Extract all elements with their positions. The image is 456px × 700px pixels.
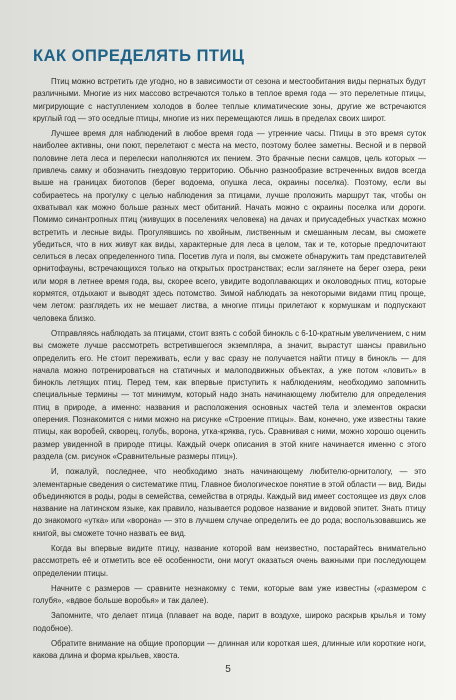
- paragraph: Обратите внимание на общие пропорции — длинная или короткая шея, длинные или короткие ноги, какова длина и форма крыльев, хвоста.: [33, 639, 426, 661]
- paragraph: Отправляясь наблюдать за птицами, стоит взять с собой бинокль с 6-10-кратным увеличением, с ним вы сможете лучше рассмотреть встретившегося экземпляра, а значит, вырастут шансы правильно определить его. Не стоит переживать, если у вас сразу не получается найти птицу в бинокль — для начала можно потренироваться на статичных и малоподвижных объектах, а уже потом «ловить» в бинокль летящих птиц. Перед тем, как впервые приступить к наблюдениям, необходимо запомнить специальные термины — тот минимум, который надо знать начинающему любителю для определения птиц в природе, а именно: названия и расположения основных частей тела и элементов окраски оперения. Познакомится с ними можно на рисунке «Строение птицы». Вам, конечно, уже известны такие птицы, как воробей, скворец, голубь, ворона, утка-кряква, гусь. Сравнивая с ними, можно хорошо оценить размер увиденной в природе птицы. Каждый очерк описания в этой книге начинается именно с этого раздела (см. рисунок «Сравнительные размеры птиц»).: [33, 328, 426, 461]
- page-number: 5: [225, 664, 231, 675]
- paragraph: Лучшее время для наблюдений в любое время года — утренние часы. Птицы в это время суток наиболее активны, они поют, перелетают с места на место, поэтому более заметны. Весной и в первой половине лета леса и перелески наполняются их пением. Это брачные песни самцов, цель которых — привлечь самку и обозначить гнездовую территорию. Обычно разнообразие встреченных видов всегда выше на границах биотопов (берег водоема, опушка леса, окраины поселка). Поэтому, если вы собираетесь на прогулку с целью наблюдения за птицами, лучше проложить маршрут так, чтобы он охватывал как можно больше разных мест обитаний. Начать можно с окраины поселка или дороги. Помимо синантропных птиц (живущих в поселениях человека) на дачах и приусадебных участках можно встретить и лесные виды. Прогулявшись по хвойным, лиственным и смешанным лесам, вы сможете убедиться, что в них живут как виды, характерные для леса в целом, так и те, которые предпочитают селиться в лесах определенного типа. Посетив луга и поля, вы сможете обнаружить там представителей орнитофауны, встречающихся только на открытых пространствах; если заглянете на берег озера, реки или моря в летнее время года, вы, скорее всего, увидите водоплавающих и околоводных птиц, которые кормятся, отдыхают и выводят здесь потомство. Зимой наблюдать за некоторыми видами птиц проще, чем летом: разглядеть их не мешает листва, а многие птицы прилетают к кормушкам и подпускают человека близко.: [33, 129, 426, 323]
- paragraph: Птиц можно встретить где угодно, но в зависимости от сезона и местообитания виды пернатых будут различными. Многие из них массово встречаются только в теплое время года — это перелетные птицы, мигрирующие с наступлением холодов в более теплые климатические зоны, другие же встречаются круглый год — это оседлые птицы, многие из них перемещаются лишь в пределах своих широт.: [33, 77, 426, 123]
- paragraph: И, пожалуй, последнее, что необходимо знать начинающему любителю-орнитологу, — это элементарные сведения о систематике птиц. Главное биологическое понятие в этой области — вид. Виды объединяются в роды, роды в семейства, семейства в отряды. Каждый вид имеет состоящее из двух слов название на латинском языке, как правило, называется родовое название и видовой эпитет. Знать птицу до знакомого «утка» или «ворона» — это в лучшем случае определить ее до рода; воспользовавшись же книгой, вы сможете точно назвать ее вид.: [33, 467, 426, 538]
- body-text: [33, 76, 426, 666]
- paragraph: Начните с размеров — сравните незнакомку с теми, которые вам уже известны («размером с голубя», «вдвое больше воробья» и так далее).: [33, 583, 426, 606]
- paragraph: Запомните, что делает птица (плавает на воде, парит в воздухе, широко раскрыв крылья и тому подобное).: [33, 611, 426, 633]
- paragraph: Когда вы впервые видите птицу, название которой вам неизвестно, постарайтесь внимательно рассмотреть её и отметить все её особенности, они могут оказаться очень важными при последующем определении птицы.: [33, 543, 426, 578]
- page-title: КАК ОПРЕДЕЛЯТЬ ПТИЦ: [33, 47, 245, 65]
